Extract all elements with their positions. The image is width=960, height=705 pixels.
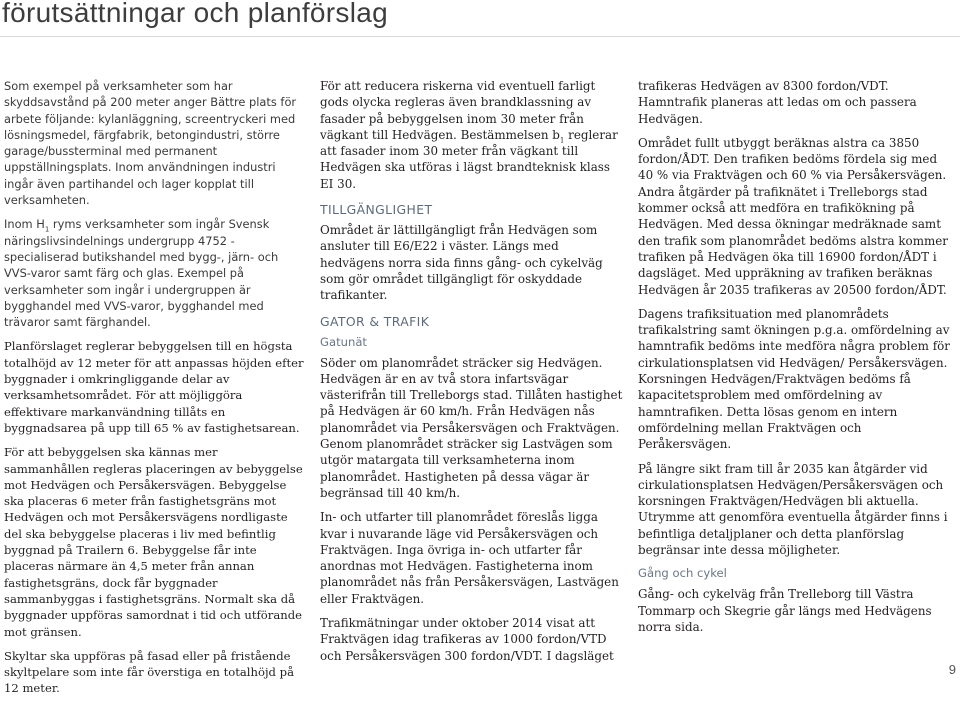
column-2 xyxy=(320,78,626,672)
paragraph-trafikmatningar: Trafikmätningar under oktober 2014 visat att Fraktvägen idag trafikeras av 1000 fordon/VTD och Persåkersvägen 300 fordon/VDT. I dagsläget xyxy=(320,616,614,663)
page-number: 9 xyxy=(948,662,956,677)
title-divider xyxy=(0,36,960,37)
paragraph-in-utfarter: In- och utfarter till planområdet föreslås ligga kvar i nuvarande läge vid Persåkersvägen och Fraktvägen. Inga övriga in- och utfarter får anordnas mot Hedvägen. Fastigheterna inom planområdet nås från Persåkersvägen, Lastvägen eller Fraktvägen. xyxy=(320,510,619,606)
paragraph-farligt-gods-rest: reglerar att fasader inom 30 meter från vägkant till Hedvägen ska utföras i lägst brandteknisk klass EI 30. xyxy=(320,127,618,191)
h1-subscript: 1 xyxy=(44,225,50,234)
paragraph-h1-start: Inom H xyxy=(4,217,45,232)
paragraph-tillganglighet: Området är lättillgängligt från Hedvägen som ansluter till E6/E22 i väster. Längs med hedvägens norra sida finns gång- och cykelväg som gör området tillgängligt för oskyddade trafikanter. xyxy=(320,223,603,303)
paragraph-fullt-utbyggt: Området fullt utbyggt beräknas alstra ca 3850 fordon/ÅDT. Den trafiken bedöms fördela sig med 40 % via Fraktvägen och 60 % via Persåkersvägen. Andra åtgärder på trafiknätet i Trelleborgs stad kommer också att medföra en trafikökning på Hedvägen. Med dessa ökningar medräknade samt den trafik som planområdet bedöms alstra kommer trafiken på Hedvägen öka till 16900 fordon/ÅDT i dagsläget. Med uppräkning av trafiken beräknas Hedvägen år 2035 trafikeras av 20500 fordon/ÅDT. xyxy=(638,135,948,297)
paragraph-hamntrafik: trafikeras Hedvägen av 8300 fordon/VDT. Hamntrafik planeras att ledas om och passera Hedvägen. xyxy=(638,79,917,126)
heading-tillganglighet: TILLGÄNGLIGHET xyxy=(320,202,433,218)
paragraph-totalhojd: Planförslaget reglerar bebyggelsen till en högsta totalhöjd av 12 meter för att anpassas höjden efter byggnader i omkringliggande delar av verksamhetsområdet. För att möjliggöra effektivare markanvändning tillåts en byggnadsarea på upp till 65 % av fastighetsarean. xyxy=(4,339,304,435)
paragraph-farligt-gods xyxy=(320,78,626,192)
page-title: förutsättningar och planförslag xyxy=(2,0,388,28)
column-3 xyxy=(638,78,954,643)
paragraph-trafiksituation: Dagens trafiksituation med planområdets trafikalstring samt ökningen p.g.a. omfördelning av hamntrafik bedöms inte medföra några problem för cirkulationsplatsen vid Hedvägen/ Persåkersvägen. Korsningen Hedvägen/Fraktvägen bedöms få kapacitetsproblem med omfördelning av hamntrafiken. Detta lösas genom en intern omfördelning mellan Fraktvägen och Peråkersvägen. xyxy=(638,306,950,452)
b1-subscript: 1 xyxy=(559,136,565,145)
paragraph-farligt-gods-start: För att reducera riskerna vid eventuell farligt gods olycka regleras även brandklassning av fasader på bebyggelsen inom 30 meter från vägkant till Hedvägen. Bestämmelsen b xyxy=(320,79,596,142)
paragraph-gatunat: Söder om planområdet sträcker sig Hedvägen. Hedvägen är en av två stora infartsvägar västerifrån till Trelleborgs stad. Tillåten hastighet på Hedvägen är 60 km/h. Från Hedvägen nås planområdet via Persåkersvägen och Fraktvägen. Genom planområdet sträcker sig Lastvägen som utgör matargata till verksamheterna inom planområdet. Hastigheten på dessa vägar är begränsad till 40 km/h. xyxy=(320,355,623,500)
paragraph-placering: För att bebyggelsen ska kännas mer sammanhållen regleras placeringen av bebyggelse mot Hedvägen och Persåkersvägen. Bebyggelse ska placeras 6 meter från fastighetsgräns mot Hedvägen och mot Persåkersvägens nordligaste del ska bebyggelse placeras i liv med befintlig byggnad på Trailern 6. Bebyggelse får inte placeras närmare än 4,5 meter från annan fastighetsgräns, dock får byggnader sammanbyggas i fastighetsgräns. Normalt ska då byggnader uppföras samordnat i tid och utförande mot gränsen. xyxy=(4,445,303,639)
paragraph-skyddsavstand: Som exempel på verksamheter som har skyddsavstånd på 200 meter anger Bättre plats för arbete följande: kylanläggning, screentryckeri med lösningsmedel, färgfabrik, betongindustri, större garage/bussterminal med permanent uppställningsplats. Inom användningen industri ingår även partihandel och lager kopplat till verksamheten. xyxy=(4,79,297,208)
subheading-gatunat: Gatunät xyxy=(320,334,367,349)
subheading-gang-cykel: Gång och cykel xyxy=(638,566,727,581)
heading-gator-trafik: GATOR & TRAFIK xyxy=(320,313,430,329)
paragraph-skyltar: Skyltar ska uppföras på fasad eller på fristående skyltpelare som inte får överstiga en totalhöjd på 12 meter. xyxy=(4,648,294,696)
paragraph-langre-sikt: På längre sikt fram till år 2035 kan åtgärder vid cirkulationsplatsen Hedvägen/Persåkersvägen och korsningen Fraktvägen/Hedvägen bli aktuella. Utrymme att genomföra eventuella åtgärder finns i befintliga detaljplaner och detta planförslag begränsar inte dessa möjligheter. xyxy=(638,461,948,558)
paragraph-h1-rest: ryms verksamheter som ingår Svensk näringslivsindelnings undergrupp 4752 - specialiserad butikshandel med bygg-, järn- och VVS-varor samt färg och glas. Exempel på verksamheter som ingår i undergruppen är bygghandel med VVS-varor, bygghandel med trävaror samt färghandel. xyxy=(4,217,279,330)
column-1 xyxy=(4,78,304,705)
paragraph-h1 xyxy=(4,216,304,330)
paragraph-gang-cykel: Gång- och cykelväg från Trelleborg till Västra Tommarp och Skegrie går längs med Hedvägens norra sida. xyxy=(638,587,932,634)
